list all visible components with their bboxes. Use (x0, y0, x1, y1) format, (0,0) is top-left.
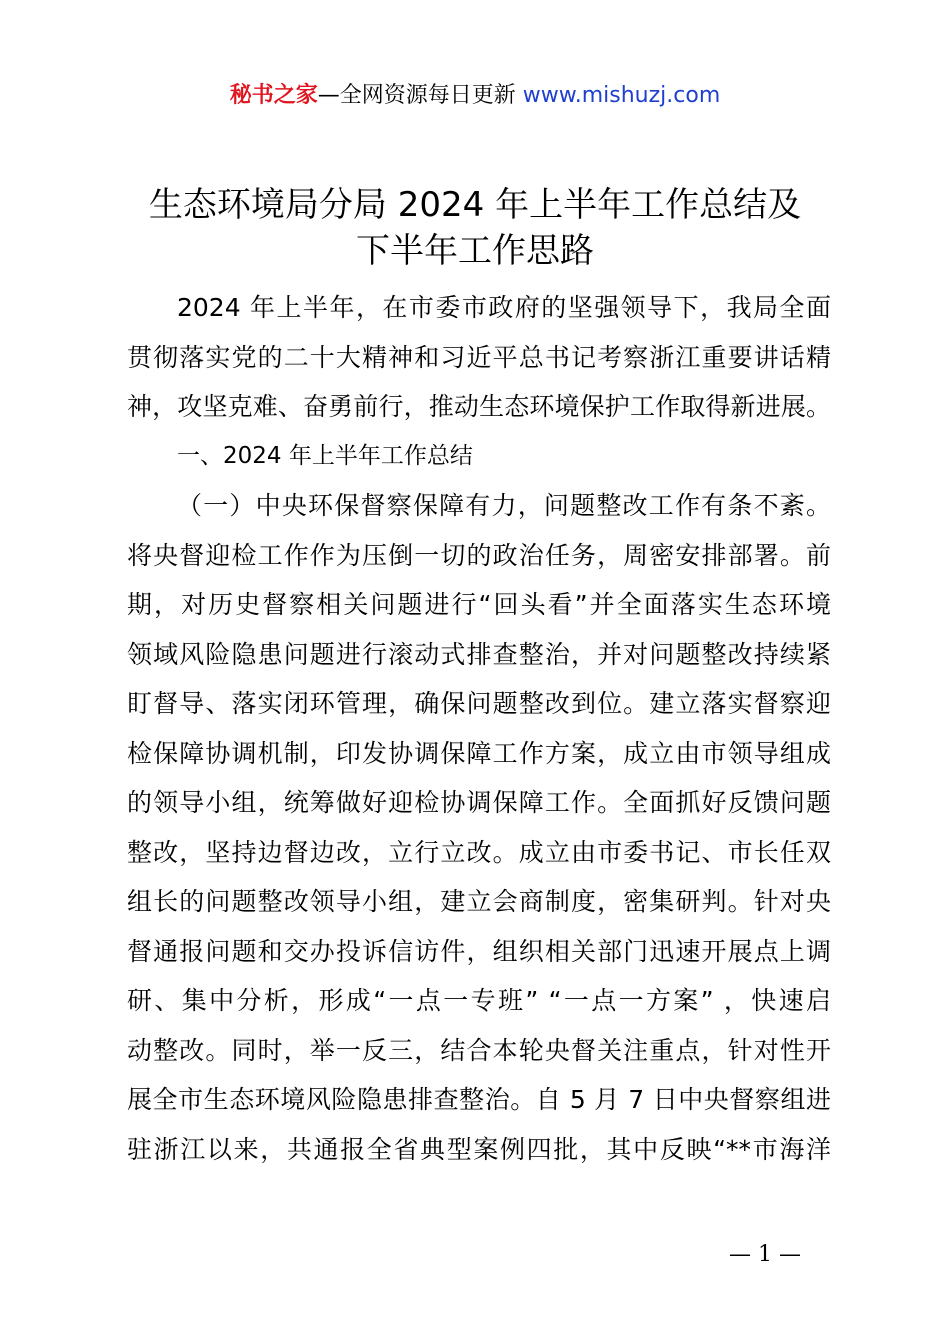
body-line: 贯彻落实党的二十大精神和习近平总书记考察浙江重要讲话精 (127, 342, 831, 372)
body-line: 期，对历史督察相关问题进行“回头看”并全面落实生态环境 (127, 590, 831, 619)
body-line: 整改，坚持边督边改，立行立改。成立由市委书记、市长任双 (127, 837, 831, 867)
body-line: 2024 年上半年，在市委市政府的坚强领导下，我局全面 (177, 293, 831, 322)
body-line: 将央督迎检工作作为压倒一切的政治任务，周密安排部署。前 (127, 540, 831, 570)
body-line: 督通报问题和交办投诉信访件，组织相关部门迅速开展点上调 (127, 936, 831, 966)
title-line-1: 生态环境局分局 2024 年上半年工作总结及 (148, 185, 802, 225)
body-line: 神，攻坚克难、奋勇前行，推动生态环境保护工作取得新进展。 (127, 392, 831, 421)
document-body (127, 283, 831, 1174)
brand-name: 秘书之家 (229, 83, 318, 108)
body-line: 领域风险隐患问题进行滚动式排查整治，并对问题整改持续紧 (127, 639, 831, 669)
site-url[interactable]: www.mishuzj.com (522, 83, 721, 108)
body-line: 展全市生态环境风险隐患排查整治。自 5 月 7 日中央督察组进 (127, 1085, 831, 1114)
header-slogan: —全网资源每日更新 (317, 83, 523, 108)
section-heading: 一、2024 年上半年工作总结 (177, 442, 473, 469)
body-line: 驻浙江以来，共通报全省典型案例四批，其中反映“**市海洋 (127, 1134, 831, 1164)
body-line: 研、集中分析，形成“一点一专班” “一点一方案” ，快速启 (127, 986, 831, 1015)
body-line: 动整改。同时，举一反三，结合本轮央督关注重点，针对性开 (127, 1035, 831, 1065)
document-title (0, 182, 950, 274)
subsection-heading: （一）中央环保督察保障有力，问题整改工作有条不紊。 (177, 491, 831, 520)
page-number: — 1 — (729, 1242, 801, 1267)
title-line-2: 下半年工作思路 (356, 231, 594, 271)
body-line: 组长的问题整改领导小组，建立会商制度，密集研判。针对央 (127, 887, 831, 916)
body-line: 检保障协调机制，印发协调保障工作方案，成立由市领导组成 (127, 738, 831, 768)
body-line: 的领导小组，统筹做好迎检协调保障工作。全面抓好反馈问题 (127, 788, 831, 817)
site-header (0, 80, 950, 112)
body-line: 盯督导、落实闭环管理，确保问题整改到位。建立落实督察迎 (127, 689, 831, 718)
